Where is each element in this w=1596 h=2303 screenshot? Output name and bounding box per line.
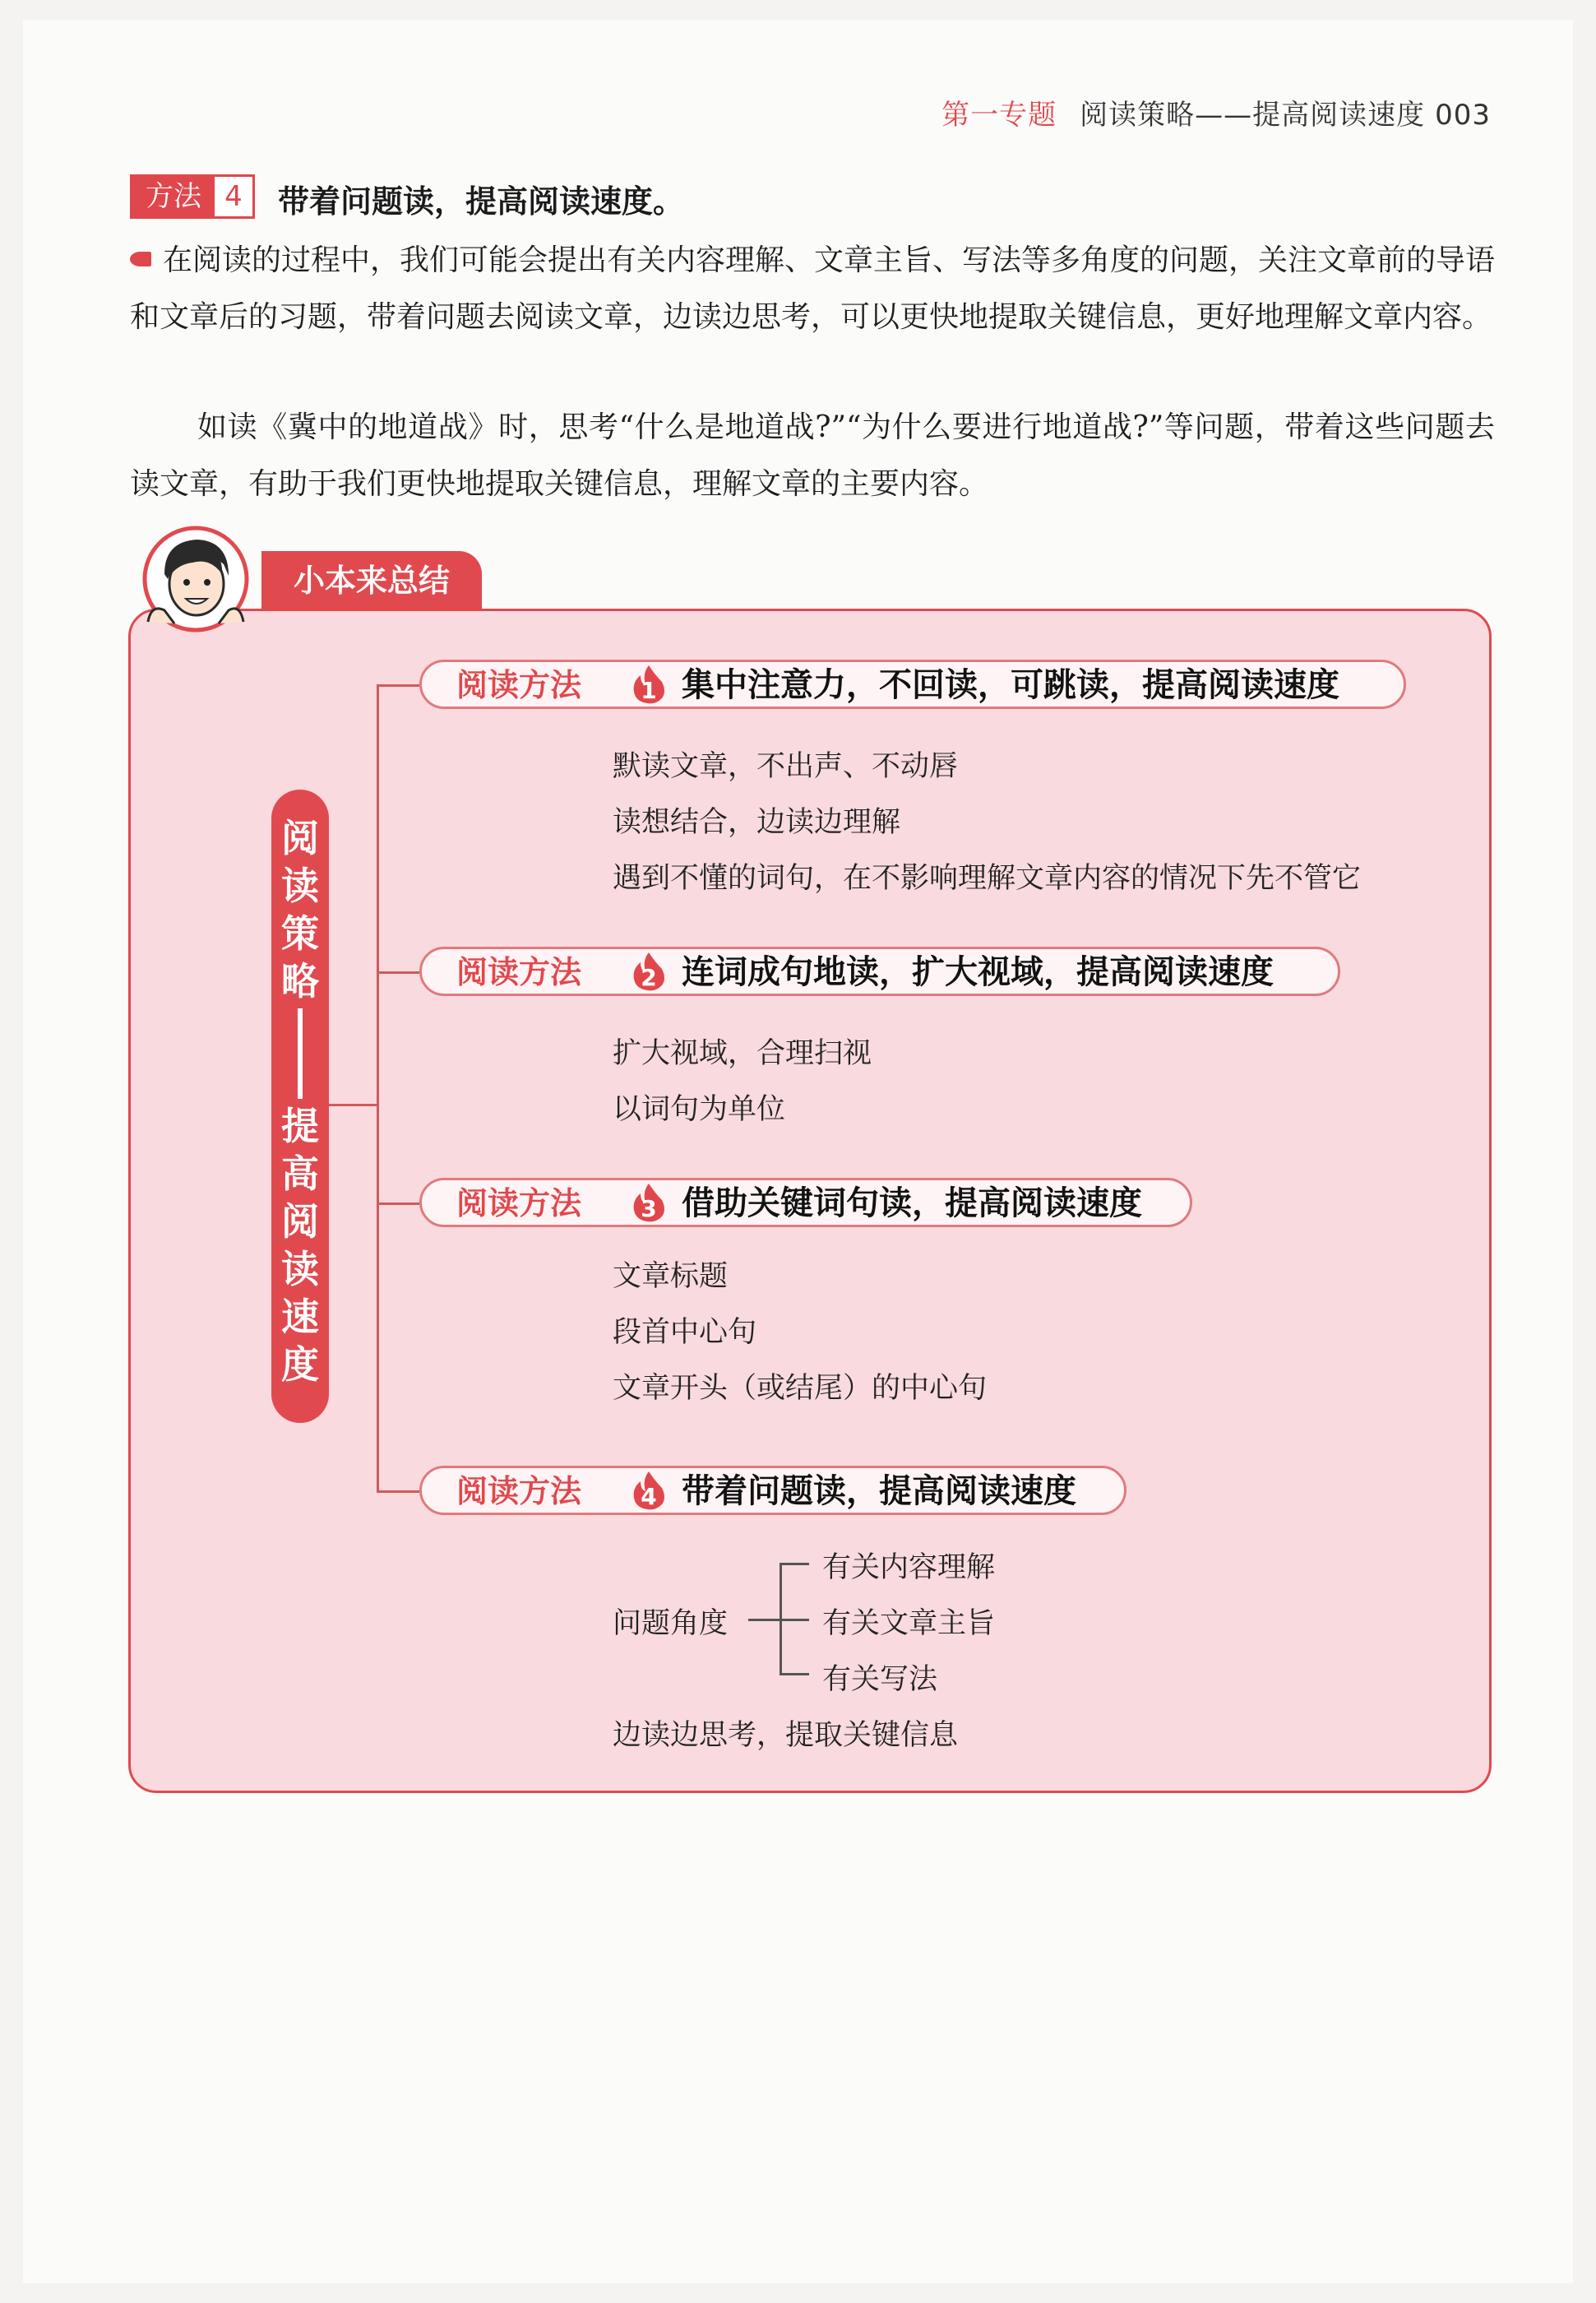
method-tag-label: 方法 xyxy=(132,177,215,216)
paragraph-1 xyxy=(130,232,1495,345)
angle-item: 有关内容理解 xyxy=(822,1551,996,1584)
bracket-line xyxy=(779,1673,809,1675)
method-pill-title: 带着问题读，提高阅读速度 xyxy=(682,1472,1076,1510)
list-item: 扩大视域，合理扫视 xyxy=(613,1037,872,1070)
cartoon-boy-icon xyxy=(132,525,271,638)
bracket-line xyxy=(748,1619,781,1621)
method-pill-title: 集中注意力，不回读，可跳读，提高阅读速度 xyxy=(682,666,1339,704)
center-title-char: 高 xyxy=(281,1152,319,1196)
paragraph-2 xyxy=(130,399,1495,512)
connector xyxy=(377,971,419,974)
list-item: 读想结合，边读边理解 xyxy=(613,806,901,839)
method-pill-3 xyxy=(419,1178,1192,1227)
method-pill-label: 阅读方法 xyxy=(456,1185,582,1221)
method-pill-label: 阅读方法 xyxy=(456,954,582,990)
method-tag xyxy=(130,174,255,219)
center-title-char: 读 xyxy=(281,864,319,908)
paragraph-1-text: 在阅读的过程中，我们可能会提出有关内容理解、文章主旨、写法等多角度的问题，关注文章前的导语和文章后的习题，带着问题去阅读文章，边读边思考，可以更快地提取关键信息，更好地理解文章内容。 xyxy=(130,243,1496,334)
center-title-dash xyxy=(298,1008,303,1099)
flame-number-icon xyxy=(631,951,667,992)
angle-item: 有关文章主旨 xyxy=(822,1607,996,1640)
center-title-char: 阅 xyxy=(281,816,319,860)
connector xyxy=(377,684,379,1492)
bullet-icon xyxy=(130,252,151,266)
method-pill-1 xyxy=(419,660,1406,709)
list-item: 以词句为单位 xyxy=(613,1093,786,1126)
method-pill-2 xyxy=(419,947,1340,996)
method-pill-label: 阅读方法 xyxy=(456,667,582,703)
svg-text:2: 2 xyxy=(641,964,657,991)
list-item: 段首中心句 xyxy=(613,1316,757,1349)
connector xyxy=(377,1490,419,1493)
list-item: 文章标题 xyxy=(613,1260,729,1293)
center-title-char: 提 xyxy=(281,1104,319,1148)
connector xyxy=(377,1202,419,1205)
angle-item: 有关写法 xyxy=(822,1663,938,1696)
flame-number-icon xyxy=(631,1470,667,1511)
bracket-line xyxy=(779,1563,809,1565)
connector xyxy=(377,684,419,687)
flame-number-icon xyxy=(631,1182,667,1223)
summary-tab: 小本来总结 xyxy=(261,551,482,610)
center-title-char: 读 xyxy=(281,1247,319,1291)
center-title-char: 阅 xyxy=(281,1199,319,1244)
list-item: 默读文章，不出声、不动唇 xyxy=(613,750,959,783)
running-header xyxy=(941,92,1491,132)
center-title-char: 度 xyxy=(281,1342,319,1387)
list-item: 文章开头（或结尾）的中心句 xyxy=(613,1372,988,1405)
page-number: 003 xyxy=(1435,99,1491,132)
method-title: 带着问题读，提高阅读速度。 xyxy=(278,183,685,220)
list-item: 遇到不懂的词句，在不影响理解文章内容的情况下先不管它 xyxy=(613,862,1362,895)
center-title-char: 策 xyxy=(281,911,319,956)
center-title-char: 略 xyxy=(281,959,319,1003)
list-item: 边读边思考，提取关键信息 xyxy=(613,1719,959,1752)
method-pill-label: 阅读方法 xyxy=(456,1473,582,1509)
method-pill-title: 连词成句地读，扩大视域，提高阅读速度 xyxy=(682,953,1274,991)
svg-text:4: 4 xyxy=(641,1483,657,1510)
angle-label: 问题角度 xyxy=(613,1607,729,1640)
center-title xyxy=(271,790,329,1423)
svg-text:3: 3 xyxy=(641,1195,657,1222)
method-pill-title: 借助关键词句读，提高阅读速度 xyxy=(682,1184,1142,1222)
header-title: 阅读策略——提高阅读速度 xyxy=(1080,99,1426,132)
method-tag-number: 4 xyxy=(224,180,243,213)
paragraph-2-text: 如读《冀中的地道战》时，思考“什么是地道战?”“为什么要进行地道战?”等问题，带着这些问题去读文章，有助于我们更快地提取关键信息，理解文章的主要内容。 xyxy=(130,410,1495,501)
connector xyxy=(329,1104,378,1106)
header-section: 第一专题 xyxy=(941,99,1057,132)
flame-number-icon xyxy=(631,664,667,705)
method-pill-4 xyxy=(419,1466,1126,1515)
bracket-line xyxy=(779,1619,809,1621)
center-title-char: 速 xyxy=(281,1295,319,1339)
svg-text:1: 1 xyxy=(641,677,657,704)
